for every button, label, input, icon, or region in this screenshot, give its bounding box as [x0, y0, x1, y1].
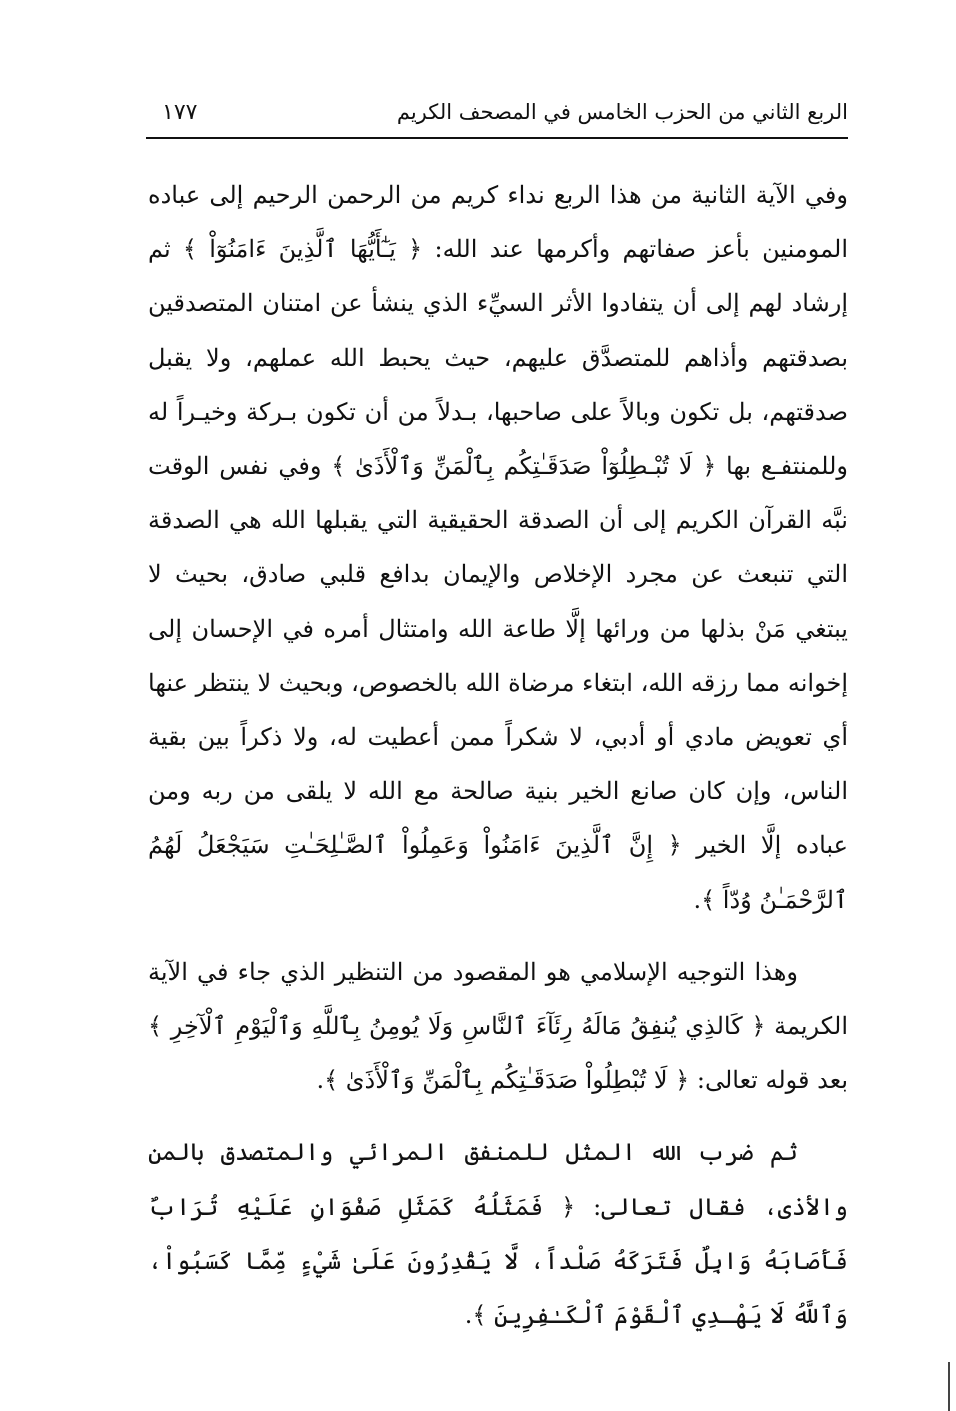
- paragraph-gap: [148, 1107, 848, 1125]
- paragraph-gap: [148, 927, 848, 945]
- paragraph: وهذا التوجيه الإسلامي هو المقصود من التنظير الذي جاء في الآية الكريمة ﴿ كَالذِي يُنفِقُ مَالَهُ رِئَآءَ ٱلنَّاسِ وَلَا يُومِنُ بِٱللَّهِ وَٱلْيَوْمِ ٱلْآخِرِ ﴾ بعد قوله تعالى: ﴿ لَا تُبْطِلُواْ صَدَقَـٰتِكُم بِٱلْمَنِّ وَٱلْأَذَىٰ ﴾.: [148, 957, 848, 1095]
- paragraph: ثم ضرب الله المثل للمنفق المرائي والمتصدق بالمن والأذى، فقال تعالى: ﴿ فَمَثَلُهُ كَمَثَلِ صَفْوَانٍ عَلَيْهِ تُرَابٌ فَأَصَابَهُ وَابِلٌ فَتَرَكَهُ صَلْداً، لَّا يَقْدِرُونَ عَلَىٰ شَيْءٍ مِّمَّا كَسَبُواْ، وَٱللَّهُ لَا يَهْـدِي ٱلْقَوْمَ ٱلْكَـٰفِرِينَ ﴾.: [148, 1138, 848, 1330]
- header-rule: [146, 137, 848, 139]
- scan-edge-line: [948, 1362, 950, 1411]
- running-header: [146, 96, 848, 136]
- header-title: الربع الثاني من الحزب الخامس في المصحف الكريم: [396, 100, 848, 124]
- paragraph: وفي الآية الثانية من هذا الربع نداء كريم من الرحمن الرحيم إلى عباده المومنين بأعز صفاتهم وأكرمها عند الله: ﴿ يَـٰٓأَيُّهَا ٱلَّذِينَ ءَامَنُوٓاْ ﴾ ثم إرشاد لهم إلى أن يتفادوا الأثر السيِّء الذي ينشأ عن امتنان المتصدقين بصدقتهم وأذاهم للمتصدَّق عليهم، حيث يحبط الله عملهم، ولا يقبل صدقتهم، بل تكون وبالاً على صاحبها، بـدلاً من أن تكون بـركة وخيـراً له وللمنتفـع بها ﴿ لَا تُبْـطِلُوٓاْ صَدَقَـٰتِكُم بِٱلْمَنِّ وَٱلْأَذَىٰ ﴾ وفي نفس الوقت نبَّه القرآن الكريم إلى أن الصدقة الحقيقية التي يقبلها الله هي الصدقة التي تنبعث عن مجرد الإخلاص والإيمان بدافع قلبي صادق، بحيث لا يبتغي مَنْ بذلها من ورائها إلَّا طاعة الله وامتثال أمره في الإحسان إلى إخوانه مما رزقه الله، ابتغاء مرضاة الله بالخصوص، وبحيث لا ينتظر عنها أي تعويض مادي أو أدبي، لا شكراً ممن أعطيت له، ولا ذكراً بين بقية الناس، وإن كان صانع الخير بنية صالحة مع الله لا يلقى من ربه ومن عباده إلَّا الخير ﴿ إِنَّ ٱلَّذِينَ ءَامَنُواْ وَعَمِلُواْ ٱلصَّـٰلِحَـٰتِ سَيَجْعَلُ لَهُمُ ٱلرَّحْمَـٰنُ وُدّاً ﴾.: [148, 181, 849, 914]
- page-number: ١٧٧: [162, 100, 198, 125]
- body-text: [148, 168, 848, 1342]
